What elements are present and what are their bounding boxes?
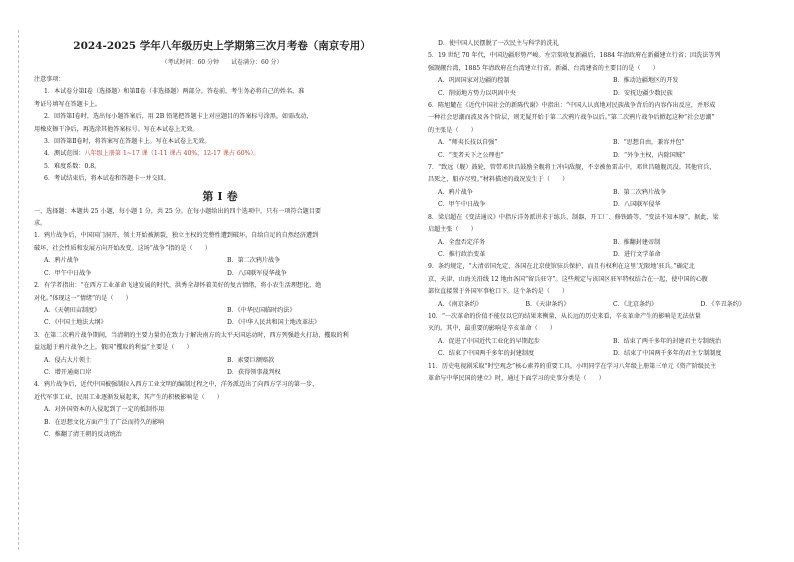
- question-7-options: [428, 187, 788, 199]
- question-7-stem: 昌死之，船亦尽殁。”材料描述的战况发生于（ ）: [428, 176, 569, 184]
- option-d: D．《辛丑条约》: [700, 300, 745, 308]
- question-8-options: [428, 237, 788, 249]
- option-c: C．“变者天下之公理也”: [438, 151, 504, 159]
- option-c: C．《北京条约》: [613, 300, 658, 308]
- question-4-stem: 近代军事工业、民用工业逐渐发展起来，其产生的积极影响是（ ）: [34, 393, 223, 401]
- question-7-stem: 7．“致远（舰）鼓轮，管带邓世昌鼓励全舰将士冲向敌舰，不幸被鱼雷击中，邓世昌随舰沉没。其他官兵，: [428, 164, 716, 172]
- option-d: D．安抚边疆少数民族: [613, 89, 673, 97]
- option-a: A．《天朝田亩制度》: [44, 306, 101, 314]
- option-c: C．推行政治变革: [438, 250, 486, 258]
- notice-item: 1．本试卷分第Ⅰ卷（选择题）和第Ⅱ卷（非选择题）两部分。答卷前，考生务必将自己的姓名、准: [44, 88, 305, 96]
- option-d: D．使中国人民摆脱了一次民主与科学的洗礼: [438, 40, 559, 47]
- section-instruction: 一、选择题：本题共 25 小题，每小题 1 分，共 25 分。在每小题给出的四个选项中，只有一项符合题目要: [34, 207, 321, 215]
- question-1-options: [34, 268, 410, 280]
- option-c: C．结束了中国两千多年的封建制度: [438, 350, 535, 358]
- option-d: D．八国联军侵华: [613, 201, 661, 209]
- option-a: A．鸦片战争: [44, 257, 79, 265]
- option-a: A．鸦片战争: [438, 188, 473, 196]
- question-5-stem: 强觊觎台湾，1885 年清政府在台湾建立行省。新疆、台湾建省的主要目的是（ ）: [428, 64, 659, 72]
- question-1-stem: 破坏，社会性质和发展方向开始改变。这场“战争”指的是（ ）: [34, 244, 211, 252]
- option-b: B．第二次鸦片战争: [613, 188, 667, 196]
- question-2-options: [34, 317, 410, 329]
- question-11-stem: 11．历史电视剧采取“时空观念”核心素养的重要工具，小明同学在学习八年级上册第三单元《资产阶级民主: [428, 362, 717, 370]
- question-3-stem: 益远超于鸦片战争之上。俄国“攫取的利益”主要是（ ）: [34, 344, 193, 352]
- question-6-stem: 一种社会思潮而波及各个阶层，则无疑开始于第二次鸦片战争以后。”第二次鸦片战争后掀起这种“社会思潮”: [428, 114, 715, 122]
- option-d: D．“外争主权，内除国贼”: [613, 151, 686, 159]
- scope-label: 4．测试范围：: [44, 150, 85, 158]
- option-b: B．“思想自由，兼容并包”: [613, 139, 685, 147]
- option-b: B．第二次鸦片战争: [227, 257, 281, 265]
- question-6-stem: 6．陈旭麓在《近代中国社会的新陈代谢》中指出：“中国人认真地对民族战争背后的内容作出反应，并形成: [428, 102, 716, 110]
- notice-item-scope: [34, 148, 410, 160]
- question-6-options: [428, 137, 788, 149]
- question-8-options: [428, 249, 788, 261]
- question-2-stem: 2．有学者指出：“在西方工业革命飞速发展的时代，洪秀全却怀着美好的复古情绪，将小农生活理想化、绝: [34, 282, 322, 290]
- question-10-stem: 灭的。其中，最重要的影响是辛亥革命（ ）: [428, 325, 556, 333]
- question-2-options: [34, 305, 410, 317]
- question-8-stem: 8．梁启超在《变法通议》中指斥洋务派讲求于练兵、制器、开工厂、修铁路等，“变法不知本原”。据此，梁: [428, 213, 719, 221]
- question-3-options: [34, 367, 410, 379]
- section-instruction: 求。: [34, 220, 47, 228]
- question-8-stem: 启超主张（ ）: [428, 226, 477, 234]
- right-column: [428, 38, 788, 385]
- option-c: C．甲午中日战争: [44, 269, 92, 277]
- scope-range: 八年级上册第 1~17 课（1-11 课占 40%，12-17 课占 60%）。: [84, 150, 260, 158]
- option-b: B．结束了两千多年的封建君主专制统治: [613, 337, 722, 345]
- option-b: B．《天津条约》: [525, 300, 570, 308]
- option-d: D．八国联军侵华战争: [227, 269, 287, 277]
- question-6-stem: 的主张是（ ）: [428, 126, 477, 134]
- option-a: A．“师夷长技以自强”: [438, 139, 498, 147]
- option-d: D．进行文学革命: [613, 250, 661, 258]
- option-d: D．获得领事裁判权: [227, 368, 281, 376]
- notice-heading: 注意事项：: [34, 76, 65, 83]
- option-d: D．结束了中国两千多年的君主专制制度: [613, 350, 722, 358]
- question-1-stem: 1．鸦片战争后，中国国门洞开，领土开始被割裂，独立主权的完整性遭到破坏，自给自足的自然经济遭到: [34, 232, 319, 240]
- section-label: 第Ⅰ卷: [202, 189, 242, 203]
- option-b: B．索要巨额赔款: [227, 356, 275, 364]
- question-9-options: [428, 299, 788, 311]
- question-7-options: [428, 199, 788, 211]
- question-4-stem: 4．鸦片战争后，近代中国被强制拉入西方工业文明的编制过程之中，洋务派迈出了向西方学习的第一步，: [34, 381, 319, 389]
- question-11-stem: 革命与中华民国的建立》时，通过下面学习的史事分类是（ ）: [428, 374, 605, 382]
- notice-item: 考证号填写在答题卡上。: [34, 100, 102, 108]
- left-column: [34, 38, 410, 441]
- option-c: C．削弱地方势力以巩固中央: [438, 89, 516, 97]
- option-a: A．巩固国家对边疆的控制: [438, 77, 510, 85]
- question-10-stem: 10．“一次革命的价值不能仅以它的结果来衡量，从长远的历史来看，辛亥革命产生的影响是无法估量: [428, 312, 701, 320]
- option-a: A．全盘否定洋务: [438, 238, 486, 246]
- question-5-options: [428, 88, 788, 100]
- exam-subtitle: （考试时间：60 分钟 试卷满分：60 分）: [161, 59, 283, 66]
- notice-item: 2．回答第Ⅰ卷时，选出每小题答案后，用 2B 铅笔把答题卡上对应题目的答案标号涂黑。如需改动，: [44, 113, 313, 121]
- option-a: A．对外国资本的入侵起到了一定的抵制作用: [44, 406, 165, 414]
- question-3-options: [34, 355, 410, 367]
- question-6-options: [428, 150, 788, 162]
- option-a: A．《南京条约》: [438, 300, 483, 308]
- option-c: C．增开通商口岸: [44, 368, 92, 376]
- option-a: A．侵占大片领土: [44, 356, 92, 364]
- question-1-options: [34, 255, 410, 267]
- option-d: D．《中华人民共和国土地改革法》: [227, 319, 321, 327]
- question-2-stem: 对化。”体现这一“情绪”的是（ ）: [34, 294, 132, 302]
- notice-item: 3．回答第Ⅱ卷时，将答案写在答题卡上。写在本试卷上无效。: [44, 138, 211, 146]
- notice-item: 6．考试结束后，将本试卷和答题卡一并交回。: [44, 175, 170, 183]
- option-b: B．推动边疆地区的开发: [613, 77, 679, 85]
- option-c: C．《中国土地法大纲》: [44, 319, 107, 327]
- question-5-stem: 5．19 世纪 70 年代，中国边疆形势严峻。左宗棠收复新疆后，1884 年清政府在新疆建立行省；因洗法等列: [428, 52, 721, 60]
- notice-item: 5．难度系数：0.8。: [44, 162, 101, 170]
- option-b: B．在思想文化方面产生了广泛而持久的影响: [44, 418, 165, 426]
- question-9-stem: 京、天津、山海关沿线 12 地由各国“留兵驻守”。这些规定与该国区驻军特权结合在一起，使中国的心腹: [428, 275, 708, 283]
- option-c: C．甲午中日战争: [438, 201, 486, 209]
- question-10-options: [428, 348, 788, 360]
- question-5-options: [428, 75, 788, 87]
- option-a: A．促进了中国近代工业化的早期起步: [438, 337, 540, 345]
- question-9-stem: 部位直接置于外国军事枪口下。这个条约是（ ）: [428, 288, 569, 296]
- option-b: B．推翻封建帝制: [613, 238, 661, 246]
- exam-title: 2024-2025 学年八年级历史上学期第三次月考卷（南京专用）: [73, 40, 371, 52]
- option-c: C．推翻了清王朝的反动统治: [44, 430, 122, 438]
- question-3-stem: 3．在第二次鸦片战争期间，当清朝的主要力量仍在致力于解决南方的太平天国运动时，西方列强趁火打劫，攫取的利: [34, 331, 349, 339]
- notice-item: 用橡皮擦干净后，再选涂其他答案标号。写在本试卷上无效。: [34, 125, 199, 133]
- option-b: B．《中华民国临时约法》: [227, 306, 296, 314]
- question-10-options: [428, 336, 788, 348]
- binding-margin: [8, 30, 19, 550]
- question-9-stem: 9．条约规定，“大清帝国允定，各国在北京使馆驻兵保护，而且有权利在这里‘无限地’驻兵。”确定北: [428, 263, 695, 271]
